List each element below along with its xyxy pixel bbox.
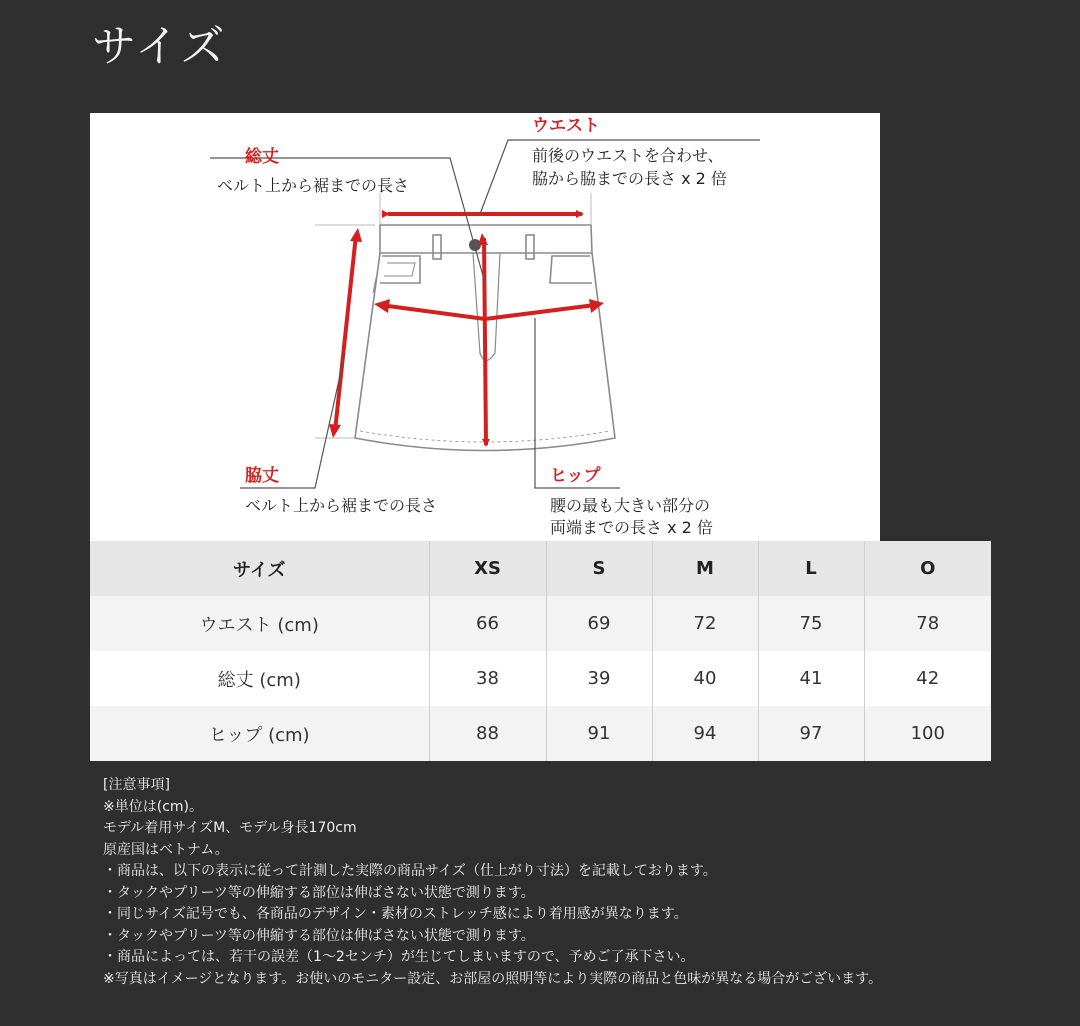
note-line: ・タックやプリーツ等の伸縮する部位は伸ばさない状態で測ります。 [103, 884, 535, 901]
table-cell: 94 [652, 706, 758, 761]
header-l: L [758, 541, 864, 596]
table-cell: 69 [546, 596, 652, 651]
side-length-label: 脇丈 [245, 466, 279, 486]
row-label: ウエスト (cm) [90, 596, 429, 651]
hip-desc-line2: 両端までの長さ x 2 倍 [550, 518, 713, 537]
skirt-measurement-diagram [90, 113, 880, 543]
size-table [90, 541, 991, 761]
table-cell: 42 [916, 668, 940, 689]
header-o: O [864, 541, 991, 596]
table-cell: 41 [758, 651, 864, 706]
table-header-row [90, 541, 991, 596]
note-line: ・同じサイズ記号でも、各商品のデザイン・素材のストレッチ感により着用感が異なります。 [103, 906, 688, 922]
waist-label: ウエスト [532, 116, 600, 136]
note-line: ・商品は、以下の表示に従って計測した実際の商品サイズ（仕上がり寸法）を記載しております。 [103, 863, 717, 879]
notes-heading: [注意事項] [103, 777, 170, 793]
notes-section [103, 775, 983, 990]
table-cell: 72 [652, 596, 758, 651]
note-line: ※単位は(cm)。 [103, 798, 203, 815]
table-cell: 88 [429, 706, 546, 761]
table-row [90, 596, 991, 651]
table-cell: 40 [652, 651, 758, 706]
header-m: M [652, 541, 758, 596]
table-row [90, 651, 991, 706]
note-line: 原産国はベトナム。 [103, 841, 229, 858]
table-cell: 66 [429, 596, 546, 651]
waist-desc-line1: 前後のウエストを合わせ、 [532, 146, 724, 165]
table-cell: 78 [864, 596, 991, 651]
table-cell: 97 [758, 706, 864, 761]
total-length-desc: ベルト上から裾までの長さ [217, 176, 410, 195]
note-line: ・商品によっては、若干の誤差（1〜2センチ）が生じてしまいますので、予めご了承下さい。 [103, 949, 695, 965]
hip-label: ヒップ [550, 466, 601, 486]
total-length-label: 総丈 [245, 147, 279, 167]
note-line: ・タックやプリーツ等の伸縮する部位は伸ばさない状態で測ります。 [103, 927, 535, 944]
hip-desc-line1: 腰の最も大きい部分の [550, 496, 711, 515]
page-title: サイズ [92, 21, 227, 72]
header-size: サイズ [90, 541, 429, 596]
side-length-desc: ベルト上から裾までの長さ [245, 496, 438, 515]
table-cell: 39 [546, 651, 652, 706]
row-label: 総丈 (cm) [90, 651, 429, 706]
row-label: ヒップ (cm) [90, 706, 429, 761]
table-cell: 91 [546, 706, 652, 761]
waist-desc-line2: 脇から脇までの長さ x 2 倍 [532, 169, 727, 188]
table-row [90, 706, 991, 761]
header-xs: XS [429, 541, 546, 596]
note-line: ※写真はイメージとなります。お使いのモニター設定、お部屋の照明等により実際の商品と色味が異なる場合がございます。 [103, 970, 883, 987]
note-line: モデル着用サイズM、モデル身長170cm [103, 820, 357, 836]
table-cell: 75 [758, 596, 864, 651]
table-cell: 38 [429, 651, 546, 706]
skirt-illustration [90, 113, 880, 543]
table-cell: 100 [864, 706, 991, 761]
header-s: S [546, 541, 652, 596]
